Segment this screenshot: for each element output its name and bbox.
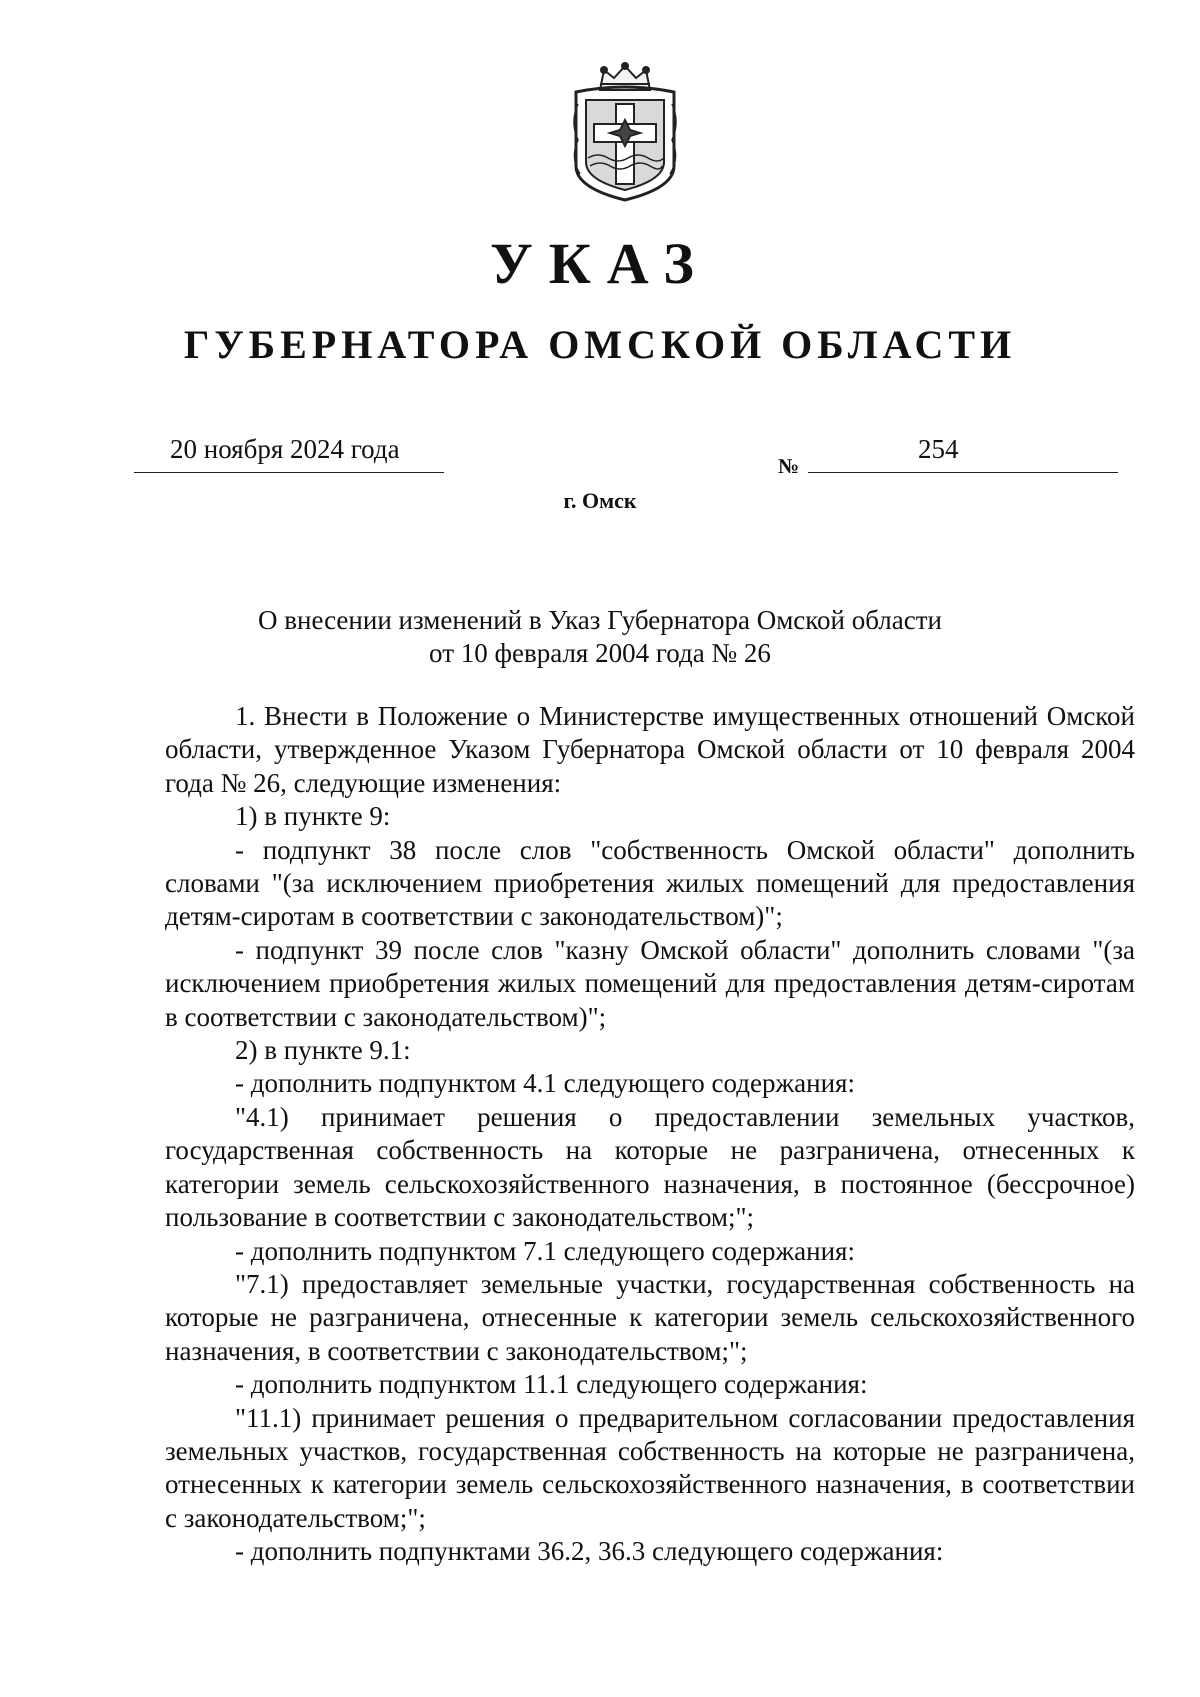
body-paragraph: - дополнить подпунктом 4.1 следующего содержания:	[235, 1068, 855, 1099]
body-paragraph: 1) в пункте 9:	[235, 801, 391, 832]
body-paragraph: - дополнить подпунктами 36.2, 36.3 следующего содержания:	[235, 1536, 944, 1567]
document-issuer: ГУБЕРНАТОРА ОМСКОЙ ОБЛАСТИ	[183, 322, 1017, 367]
date-underline	[134, 472, 444, 473]
body-paragraph: 2) в пункте 9.1:	[235, 1035, 411, 1066]
body-paragraph: "11.1) принимает решения о предварительном согласовании предоставления земельных участков, государственная собственность на которые не разграничена, отнесенных к категории земель сельскохозяйственного назначения, в соответствии с законодательством;";	[165, 1402, 1135, 1533]
body-paragraph: "7.1) предоставляет земельные участки, государственная собственность на которые не разграничена, отнесенные к категории земель сельскохозяйственного назначения, в соответствии с законодательством;";	[165, 1268, 1135, 1366]
omsk-coat-of-arms-emblem	[566, 62, 684, 202]
document-title: УКАЗ	[490, 231, 710, 296]
number-underline	[808, 472, 1118, 473]
document-city: г. Омск	[563, 488, 637, 513]
body-paragraph: "4.1) принимает решения о предоставлении земельных участков, государственная собственность на которые не разграничена, отнесенных к категории земель сельскохозяйственного назначения, в постоянное (бессрочное) пользование в соответствии с законодательством;";	[165, 1101, 1135, 1233]
subject-line: О внесении изменений в Указ Губернатора Омской области	[258, 605, 942, 635]
document-number: 254	[918, 434, 959, 464]
body-paragraph: - подпункт 39 после слов "казну Омской области" дополнить словами "(за исключением приобретения жилых помещений для предоставления детям-сиротам в соответствии с законодательством)";	[165, 934, 1135, 1032]
body-paragraph: - подпункт 38 после слов "собственность Омской области" дополнить словами "(за исключением приобретения жилых помещений для предоставления детям-сиротам в соответствии с законодательством)";	[165, 834, 1135, 932]
document-subject	[200, 604, 1000, 670]
body-paragraph: 1. Внести в Положение о Министерстве имущественных отношений Омской области, утвержденное Указом Губернатора Омской области от 10 февраля 2004 года № 26, следующие изменения:	[165, 701, 1135, 798]
number-sign: №	[778, 454, 800, 478]
subject-line: от 10 февраля 2004 года № 26	[429, 638, 771, 668]
document-date: 20 ноября 2024 года	[170, 434, 400, 464]
body-paragraph: - дополнить подпунктом 11.1 следующего содержания:	[235, 1369, 868, 1400]
body-paragraph: - дополнить подпунктом 7.1 следующего содержания:	[235, 1235, 855, 1266]
document-body	[165, 700, 1135, 1569]
